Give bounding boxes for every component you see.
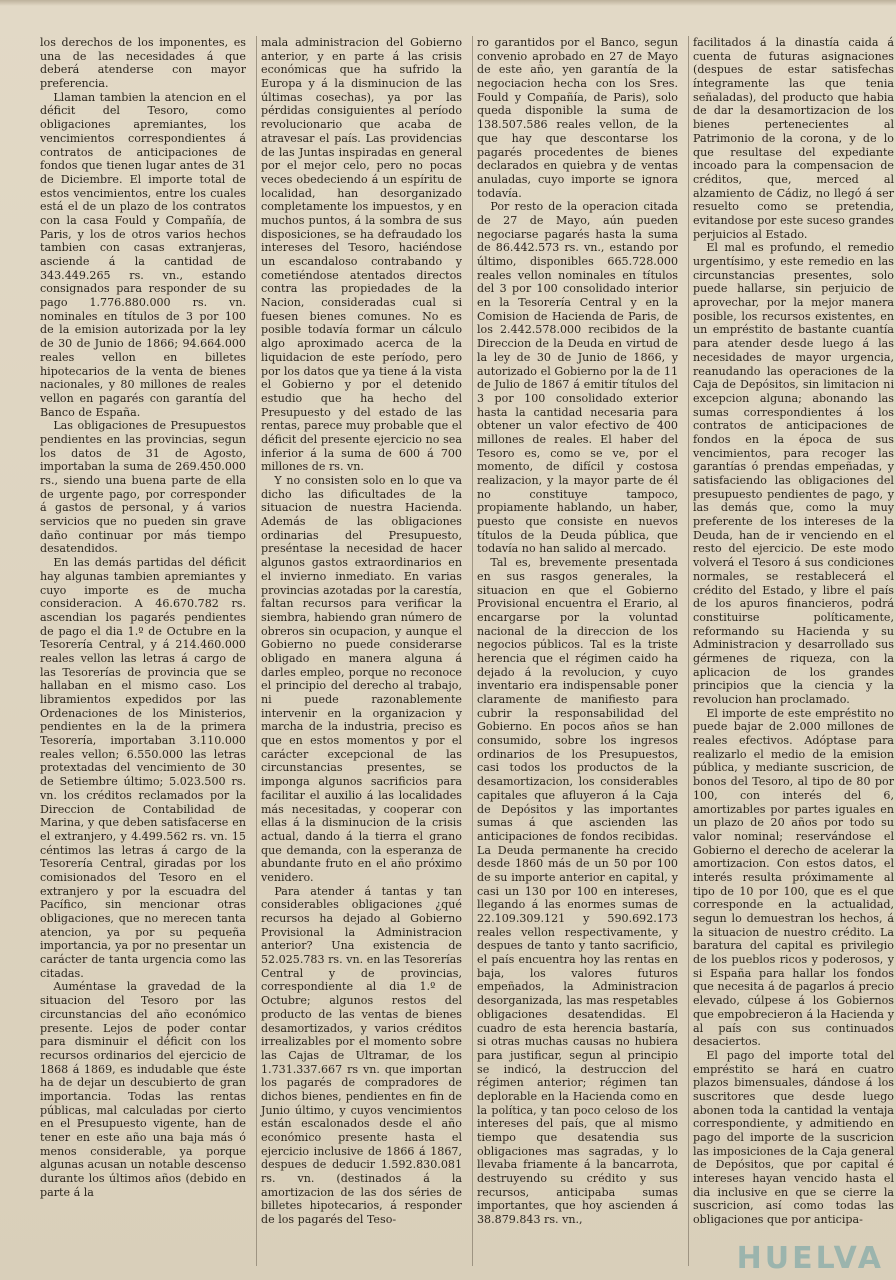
paragraph: Y no consisten solo en lo que va dicho las dificultades de la situacion de nuestra Hacienda. Además de las obligaciones ordinarias del Presupuesto, preséntase la necesidad de hacer algunos gastos extraordinarios en el invierno inmediato. En varias provincias azotadas por la carestía, faltan recursos para verificar la siembra, habiendo gran número de obreros sin ocupacion, y aunque el Gobierno no puede considerarse obligado en manera alguna á darles empleo, porque no reconoce el principio del derecho al trabajo, ni puede razonablemente intervenir en la organizacion y marcha de la industria, preciso es que en estos momentos y por el carácter excepcional de las circunstancias presentes, se imponga algunos sacrificios para facilitar el auxilio á las localidades más necesitadas, y cooperar con ellas á la disminucion de la crisis actual, dando á la tierra el grano que demanda, con la esperanza de abundante fruto en el año próximo venidero. — [261, 474, 462, 884]
paragraph: El pago del importe total del empréstito se hará en cuatro plazos bimensuales, dándose á los suscritores que desde luego abonen toda la cantidad la ventaja correspondiente, y admitiendo en pago del importe de la suscricion las imposiciones de la Caja general de Depósitos, que por capital é intereses hayan vencido hasta el dia inclusive en que se cierre la suscricion, así como todas las obligaciones que por anticipa- — [693, 1048, 894, 1227]
paragraph: Tal es, brevemente presentada en sus rasgos generales, la situacion en que el Gobierno Provisional encuentra el Erario, al encargarse por la voluntad nacional de la direccion de los negocios públicos. Tal es la triste herencia que el régimen caido ha dejado á la revolucion, y cuyo inventario era indispensable poner claramente de manifiesto para cubrir la responsabilidad del Gobierno. En pocos años se han consumido, sobre los ingresos ordinarios de los Presupuestos, casi todos los productos de la desamortizacion, los considerables capitales que afluyeron á la Caja de Depósitos y las importantes sumas á que ascienden las anticipaciones de fondos recibidas. La Deuda permanente ha crecido desde 1860 más de un 50 por 100 de su importe anterior en capital, y casi un 130 por 100 en intereses, llegando á las enormes sumas de 22.109.309.121 y 590.692.173 reales vellon respectivamente, y despues de tanto y tanto sacrificio, el país encuentra hoy las rentas en baja, los valores futuros empeñados, la Administracion desorganizada, las mas respetables obligaciones desatendidas. El cuadro de esta herencia bastaría, si otras muchas causas no hubiera para justificar, segun al principio se indicó, la destruccion del régimen anterior; régimen tan deplorable en la Hacienda como en la política, y tan poco celoso de los intereses del país, que al mismo tiempo que desatendia sus obligaciones mas sagradas, y lo llevaba friamente á la bancarrota, destruyendo su crédito y sus recursos, anticipaba sumas importantes, que hoy ascienden á 38.879.843 rs. vn., — [477, 556, 678, 1227]
archive-watermark: HUELVA — [736, 1241, 884, 1276]
text-columns — [40, 36, 894, 1266]
paragraph: Las obligaciones de Presupuestos pendientes en las provincias, segun los datos de 31 de Agosto, importaban la suma de 269.450.000 rs., siendo una buena parte de ella de urgente pago, por corresponder á gastos de personal, y á varios servicios que no pueden sin grave daño continuar por más tiempo desatendidos. — [40, 419, 246, 556]
paragraph: Llaman tambien la atencion en el déficit del Tesoro, como obligaciones apremiantes, los vencimientos correspondientes á contratos de anticipaciones de fondos que tienen lugar antes de 31 de Diciembre. El importe total de estos vencimientos, entre los cuales está el de un plazo de los contratos con la casa Fould y Compañía, de Paris, y los de otros varios hechos tambien con casas extranjeras, asciende á la cantidad de 343.449.265 rs. vn., estando consignados para responder de su pago 1.776.880.000 rs. vn. nominales en títulos de 3 por 100 de la emision autorizada por la ley de 30 de Junio de 1866; 94.664.000 reales vellon en billetes hipotecarios de la venta de bienes nacionales, y 80 millones de reales vellon en pagarés con garantía del Banco de España. — [40, 90, 246, 419]
column-2 — [256, 36, 462, 1266]
paragraph: mala administracion del Gobierno anterior, y en parte á las crisis económicas que ha sufrido la Europa y á la disminucion de las últimas cosechas), ya por las pérdidas consiguientes al período revolucionario que acaba de atravesar el país. Las providencias de las Juntas inspiradas en general por el mejor celo, pero no pocas veces obedeciendo á un espíritu de localidad, han desorganizado completamente los impuestos, y en muchos puntos, á la sombra de sus disposiciones, se ha defraudado los intereses del Tesoro, haciéndose un escandaloso contrabando y cometiéndose atentados directos contra las propiedades de la Nacion, consideradas cual si fuesen bienes comunes. No es posible todavía formar un cálculo algo aproximado acerca de la liquidacion de este período, pero por los datos que ya tiene á la vista el Gobierno y por el detenido estudio que ha hecho del Presupuesto y del estado de las rentas, parece muy probable que el déficit del presente ejercicio no sea inferior á la suma de 600 á 700 millones de rs. vn. — [261, 36, 462, 474]
paragraph: los derechos de los imponentes, es una de las necesidades á que deberá atenderse con mayor preferencia. — [40, 36, 246, 91]
paragraph: facilitados á la dinastía caida á cuenta de futuras asignaciones (despues de estar satisfechas íntegramente las que tenia señaladas), del producto que habia de dar la desamortizacion de los bienes pertenecientes al Patrimonio de la corona, y de lo que resultase del expediante incoado para la compensacion de créditos, que, merced al alzamiento de Cádiz, no llegó á ser resuelto como se pretendia, evitandose por este suceso grandes perjuicios al Estado. — [693, 36, 894, 241]
column-1 — [40, 36, 246, 1266]
paragraph: Auméntase la gravedad de la situacion del Tesoro por las circunstancias del año económico presente. Lejos de poder contar para disminuir el déficit con los recursos ordinarios del ejercicio de 1868 á 1869, es indudable que éste ha de dejar un descubierto de gran importancia. Todas las rentas públicas, mal calculadas por cierto en el Presupuesto vigente, han de tener en este año una baja más ó menos considerable, ya porque algunas acusan un notable descenso durante los últimos años (debido en parte á la — [40, 980, 246, 1199]
paragraph: En las demás partidas del déficit hay algunas tambien apremiantes y cuyo importe es de mucha consideracion. A 46.670.782 rs. ascendian los pagarés pendientes de pago el dia 1.º de Octubre en la Tesorería Central, y á 214.460.000 reales vellon las letras á cargo de las Tesorerías de provincia que se hallaban en el mismo caso. Los libramientos expedidos por las Ordenaciones de los Ministerios, pendientes en la de la primera Tesorería, importaban 3.110.000 reales vellon; 6.550.000 las letras protextadas del vencimiento de 30 de Setiembre último; 5.023.500 rs. vn. los créditos reclamados por la Direccion de Contabilidad de Marina, y que deben satisfacerse en el extranjero, y 4.499.562 rs. vn. 15 céntimos las letras á cargo de la Tesorería Central, giradas por los comisionados del Tesoro en el extranjero y por la escuadra del Pacífico, sin mencionar otras obligaciones, que no merecen tanta atencion, ya por su pequeña importancia, ya por no presentar un carácter de tanta urgencia como las citadas. — [40, 556, 246, 980]
page-fold-shadow — [0, 0, 896, 6]
paragraph: El importe de este empréstito no puede bajar de 2.000 millones de reales efectivos. Adóptase para realizarlo el medio de la emision pública, y mediante suscricion, de bonos del Tesoro, al tipo de 80 por 100, con interés del 6, amortizables por partes iguales en un plazo de 20 años por todo su valor nominal; reservándose el Gobierno el derecho de acelerar la amortizacion. Con estos datos, el interés resulta próximamente al tipo de 10 por 100, que es el que corresponde en la actualidad, segun lo demuestran los hechos, á la situacion de nuestro crédito. La baratura del capital es privilegio de los pueblos ricos y poderosos, y si España para hallar los fondos que necesita á de pagarlos á precio elevado, cúlpese á los Gobiernos que empobrecieron á la Hacienda y al país con sus continuados desaciertos. — [693, 706, 894, 1049]
paragraph: El mal es profundo, el remedio urgentísimo, y este remedio en las circunstancias presentes, solo puede hallarse, sin perjuicio de aprovechar, por la mejor manera posible, los recursos existentes, en un empréstito de bastante cuantía para atender desde luego á las necesidades de mayor urgencia, reanudando las operaciones de la Caja de Depósitos, sin limitacion ni excepcion alguna; abonando las sumas correspondientes á los contratos de anticipaciones de fondos en la época de sus vencimientos, para recoger las garantías ó prendas empeñadas, y satisfaciendo las obligaciones del presupuesto pendientes de pago, y las demás que, como la muy preferente de los intereses de la Deuda, han de ir venciendo en el resto del ejercicio. De este modo volverá el Tesoro á sus condiciones normales, se restablecerá el crédito del Estado, y libre el país de los apuros financieros, podrá constituirse políticamente, reformando su Hacienda y su Administracion y desarrollado sus gérmenes de riqueza, con la aplicacion de los grandes principios que la ciencia y la revolucion han proclamado. — [693, 241, 894, 706]
paragraph: Para atender á tantas y tan considerables obligaciones ¿qué recursos ha dejado al Gobierno Provisional la Administracion anterior? Una existencia de 52.025.783 rs. vn. en las Tesorerías Central y de provincias, correspondiente al dia 1.º de Octubre; algunos restos del producto de las ventas de bienes desamortizados, y varios créditos irrealizables por el momento sobre las Cajas de Ultramar, de los 1.731.337.667 rs vn. que importan los pagarés de compradores de dichos bienes, pendientes en fin de Junio último, y cuyos vencimientos están escalonados desde el año económico presente hasta el ejercicio inclusive de 1866 á 1867, despues de deducir 1.592.830.081 rs. vn. (destinados á la amortizacion de las dos séries de billetes hipotecarios, á responder de los pagarés del Teso- — [261, 884, 462, 1227]
column-3 — [472, 36, 678, 1266]
column-4 — [688, 36, 894, 1266]
paragraph: ro garantidos por el Banco, segun convenio aprobado en 27 de Mayo de este año, yen garantía de la negociacion hecha con los Sres. Fould y Compañía, de Paris), solo queda disponible la suma de 138.507.586 reales vellon, de la que hay que descontarse los pagarés procedentes de bienes declarados en quiebra y de ventas anuladas, cuyo importe se ignora todavía. — [477, 36, 678, 200]
paragraph: Por resto de la operacion citada de 27 de Mayo, aún pueden negociarse pagarés hasta la suma de 86.442.573 rs. vn., estando por último, disponibles 665.728.000 reales vellon nominales en títulos del 3 por 100 consolidado interior en la Tesorería Central y en la Comision de Hacienda de Paris, de los 2.442.578.000 recibidos de la Direccion de la Deuda en virtud de la ley de 30 de Junio de 1866, y autorizado el Gobierno por la de 11 de Julio de 1867 á emitir títulos del 3 por 100 consolidado exterior hasta la cantidad necesaria para obtener un valor efectivo de 400 millones de reales. El haber del Tesoro es, como se ve, por el momento, de difícil y costosa realizacion, y la mayor parte de él no constituye tampoco, propiamente hablando, un haber, puesto que consiste en nuevos títulos de la Deuda pública, que todavía no han salido al mercado. — [477, 200, 678, 556]
